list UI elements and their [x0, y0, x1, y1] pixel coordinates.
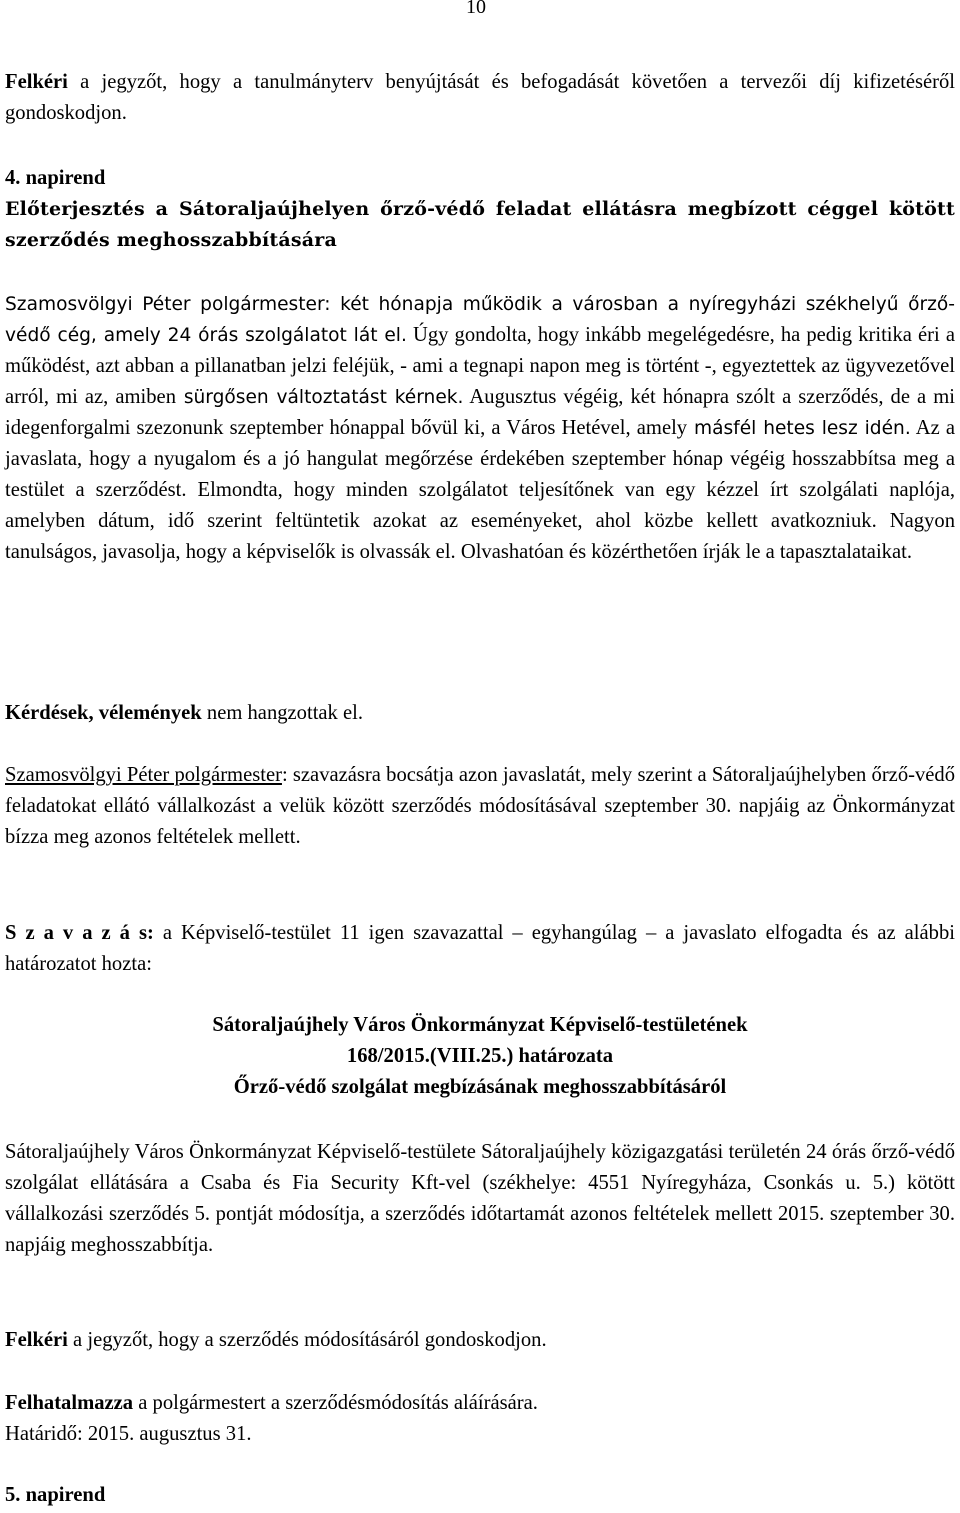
page-number: 10 — [466, 0, 486, 18]
authorization-block — [5, 1388, 955, 1450]
speaker-underlined: Szamosvölgyi Péter polgármester — [5, 764, 282, 786]
paragraph-invite-clerk: Felkéri a jegyzőt, hogy a tanulmányterv benyújtását és befogadását követően a tervezői díj kifizetéséről gondoskodjon. — [5, 71, 955, 124]
agenda-item-4 — [5, 163, 955, 256]
agenda-number: 4. napirend — [5, 167, 106, 189]
vote-proposal-paragraph: Szamosvölgyi Péter polgármester: szavazásra bocsátja azon javaslatát, mely szerint a Sátoraljaújhelyben őrző-védő feladatokat ellátó vállalkozást a velük között szerződés módosításával szeptember 30. napjáig az Önkormányzat bízza meg azonos feltételek mellett. — [5, 764, 956, 848]
resolution-heading: Sátoraljaújhely Város Önkormányzat Képviselő-testületének 168/2015.(VIII.25.) határozata Őrző-védő szolgálat megbízásának meghosszabbításáról — [212, 1014, 748, 1098]
vote-label: S z a v a z á s: — [5, 922, 154, 944]
deadline: Határidő: 2015. augusztus 31. — [5, 1423, 252, 1445]
speaker: Szamosvölgyi Péter polgármester: — [5, 294, 331, 315]
mayor-speech-paragraph: Szamosvölgyi Péter polgármester: két hónapja működik a városban a nyíregyházi székhelyű őrző-védő cég, amely 24 órás szolgálatot lát el. Úgy gondolta, hogy inkább megelégedésre, ha pedig kritika éri a működést, azt abban a pillanatban jelzi feléjük, - ami a tegnapi napon meg is történt -, egyeztettek az ügyvezetővel arról, mi az, amiben sürgősen változtatást kérnek. Augusztus végéig, két hónapra szólt a szerződés, de a mi idegenforgalmi szezonunk szeptember hónappal bővül ki, a Város Hetével, amely másfél hetes lesz idén. Az a javaslata, hogy a nyugalom és a jó hangulat megőrzése érdekében szeptember hónap végéig hosszabbítsa meg a testület a szerződést. Elmondta, hogy minden szolgálatot teljesítőnek van egy kézzel írt szolgálati naplója, amelyben dátum, idő szerint feltüntetik azokat az eseményeket, ahol közbe kellett avatkozniuk. Nagyon tanulságos, javasolja, hogy a képviselők is olvassák el. Olvashatóan és közérthetően írják le a tapasztalataikat. — [5, 294, 955, 563]
agenda-item-5: 5. napirend — [5, 1484, 106, 1506]
instruction-mayor: Felhatalmazza a polgármestert a szerződésmódosítás aláírására. — [5, 1392, 538, 1414]
vote-result-paragraph: S z a v a z á s: a Képviselő-testület 11 igen szavazattal – egyhangúlag – a javaslato elfogadta és az alábbi határozatot hozta: — [5, 922, 955, 975]
resolution-body: Sátoraljaújhely Város Önkormányzat Képviselő-testülete Sátoraljaújhely közigazgatási területén 24 órás őrző-védő szolgálat ellátására a Csaba és Fia Security Kft-vel (székhelye: 4551 Nyíregyháza, Csonkás u. 5.) kötött vállalkozási szerződés 5. pontját módosítja, a szerződés időtartamát azonos feltételek mellett 2015. szeptember 30. napjáig meghosszabbítja. — [5, 1141, 955, 1256]
agenda-title: Előterjesztés a Sátoraljaújhelyen őrző-védő feladat ellátásra megbízott céggel kötött szerződés meghosszabbítására — [5, 198, 955, 251]
questions-note: Kérdések, vélemények nem hangzottak el. — [5, 702, 364, 724]
instruction-clerk: Felkéri a jegyzőt, hogy a szerződés módosításáról gondoskodjon. — [5, 1329, 547, 1351]
bold-verb: Felkéri — [5, 71, 68, 93]
